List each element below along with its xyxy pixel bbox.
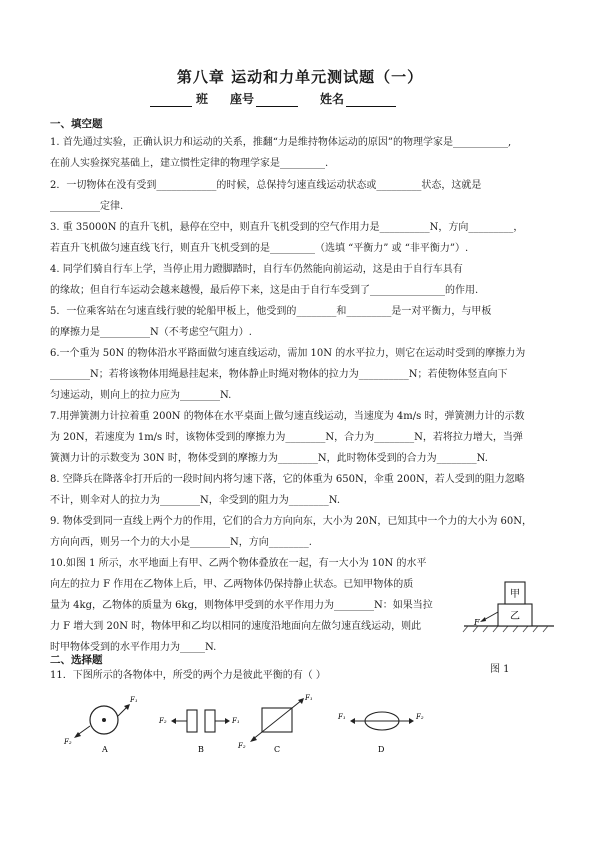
q8-line-1: 8. 空降兵在降落伞打开后的一段时间内将匀速下落，它的体重为 650N，伞重 200N，若人受到的阻力忽略 <box>50 474 525 485</box>
force-f-arrowhead <box>480 617 486 622</box>
class-label: 班 <box>196 92 209 106</box>
q10-line-3: 量为 4kg，乙物体的质量为 6kg，则物体甲受到的水平作用力为________N：如果当拉 <box>50 600 433 611</box>
figure-1-caption: 图 1 <box>490 664 510 675</box>
q9-line-2: 方向向西，则另一个力的大小是________N，方向________. <box>50 537 312 548</box>
q8-line-2: 不计，则伞对人的拉力为________N，伞受到的阻力为________N. <box>50 495 341 506</box>
question-2 <box>50 175 552 217</box>
question-1 <box>50 132 552 174</box>
figure-1-stacked-blocks <box>458 568 558 658</box>
question-11-figures <box>62 692 502 762</box>
question-7 <box>50 406 552 469</box>
question-4 <box>50 259 552 301</box>
option-a-f1-label: F₁ <box>130 696 138 704</box>
option-c-figure[interactable] <box>237 694 313 754</box>
q1-line-2: 在前人实验探究基础上，建立惯性定律的物理学家是_________. <box>50 158 329 169</box>
q2-line-1: 2．一切物体在没有受到____________的时候，总保持匀速直线运动状态或_________状态，这就是 <box>50 180 482 191</box>
question-5 <box>50 301 552 343</box>
q2-line-2: __________定律. <box>50 201 124 212</box>
option-c-f1-label: F₁ <box>305 694 313 702</box>
option-d-f2-arrowhead <box>409 718 414 724</box>
question-8 <box>50 469 552 511</box>
option-c-label: C <box>274 745 281 754</box>
option-d-f1-label: F₁ <box>338 713 346 721</box>
student-info-line <box>150 90 450 107</box>
q7-line-2: 为 20N，若速度为 1m/s 时，该物体受到的摩擦力为________N，合力为________N，若将拉力增大，当弹 <box>50 432 523 443</box>
class-blank[interactable] <box>150 94 192 107</box>
q10-line-1: 10.如图 1 所示，水平地面上有甲、乙两个物体叠放在一起，有一大小为 10N 的水平 <box>50 558 427 569</box>
q10-line-2: 向左的拉力 F 作用在乙物体上后，甲、乙两物体仍保持静止状态。已知甲物体的质 <box>50 579 414 590</box>
q4-line-2: 的缘故；但自行车运动会越来越慢，最后停下来，这是由于自行车受到了_______________的作用. <box>50 285 479 296</box>
option-b-f1-arrowhead <box>225 718 230 724</box>
option-a-f2-label: F₂ <box>64 738 72 746</box>
q3-line-2: 若直升飞机做匀速直线飞行，则直升飞机受到的是_________（选填 “平衡力” 或 “非平衡力”）. <box>50 243 469 254</box>
q1-line-1: 1. 首先通过实验，正确认识力和运动的关系，推翻“力是维持物体运动的原因”的物理学家是___________, <box>50 137 512 148</box>
question-9 <box>50 511 552 553</box>
name-blank[interactable] <box>346 94 396 107</box>
q10-line-4: 力 F 增大到 20N 时，物体甲和乙均以相同的速度沿地面向左做匀速直线运动，则此 <box>50 621 422 632</box>
section-fill-heading: 一、填空题 <box>50 118 103 130</box>
page-title: 第八章 运动和力单元测试题（一） <box>176 68 424 86</box>
option-a-axle <box>102 718 106 722</box>
q9-line-1: 9. 物体受到同一直线上两个力的作用，它们的合力方向向东，大小为 20N，已知其中一个力的大小为 60N， <box>50 516 533 527</box>
force-f-label: F <box>474 618 480 627</box>
question-3 <box>50 217 552 259</box>
option-b-label: B <box>198 745 204 754</box>
option-d-f2-label: F₂ <box>416 713 424 721</box>
q11-line: 11．下图所示的各物体中，所受的两个力是彼此平衡的有（ ） <box>50 670 326 681</box>
name-label: 姓名 <box>320 92 345 106</box>
option-c-f2-label: F₂ <box>238 742 246 750</box>
block-jia-label: 甲 <box>510 589 520 600</box>
question-10 <box>50 553 455 658</box>
option-b-figure[interactable] <box>158 710 240 754</box>
seat-label: 座号 <box>230 92 255 106</box>
q7-line-3: 簧测力计的示数变为 30N 时，物体受到的摩擦力为________N，此时物体受到的合力为________N. <box>50 453 488 464</box>
q10-line-5: 时甲物体受到的水平作用力为_____N. <box>50 642 217 653</box>
option-d-f1-arrowhead <box>350 718 355 724</box>
q6-line-1: 6.一个重为 50N 的物体沿水平路面做匀速直线运动，需加 10N 的水平拉力，则它在运动时受到的摩擦力为 <box>50 348 526 359</box>
option-b-f1-label: F₁ <box>232 717 240 725</box>
q6-line-3: 匀速运动，则向上的拉力应为________N. <box>50 390 232 401</box>
q6-line-2: ________N；若将该物体用绳悬挂起来，物体静止时绳对物体的拉力为__________N；若使物体竖直向下 <box>50 369 508 380</box>
q4-line-1: 4. 同学们骑自行车上学，当停止用力蹬脚踏时，自行车仍然能向前运动，这是由于自行车具有 <box>50 264 463 275</box>
option-d-figure[interactable] <box>337 712 424 754</box>
option-b-right-block <box>205 710 215 732</box>
question-11 <box>50 665 552 686</box>
option-b-left-block <box>187 710 197 732</box>
option-a-figure[interactable] <box>63 696 138 754</box>
q5-line-1: 5．一位乘客站在匀速直线行驶的轮船甲板上，他受到的________和_________是一对平衡力，与甲板 <box>50 306 492 317</box>
section-choice-heading: 二、选择题 <box>50 654 103 666</box>
q7-line-1: 7.用弹簧测力计拉着重 200N 的物体在水平桌面上做匀速直线运动，当速度为 4m/s 时，弹簧测力计的示数 <box>50 411 525 422</box>
option-b-f2-label: F₂ <box>159 717 167 725</box>
block-yi-label: 乙 <box>510 611 520 622</box>
question-6 <box>50 343 552 406</box>
option-a-label: A <box>102 745 108 754</box>
seat-blank[interactable] <box>256 94 298 107</box>
q3-line-1: 3. 重 35000N 的直升飞机，悬停在空中，则直升飞机受到的空气作用力是__________N，方向_________， <box>50 222 524 233</box>
q5-line-2: 的摩擦力是__________N（不考虑空气阻力）. <box>50 327 252 338</box>
option-b-f2-arrowhead <box>171 718 176 724</box>
option-d-label: D <box>378 745 385 754</box>
